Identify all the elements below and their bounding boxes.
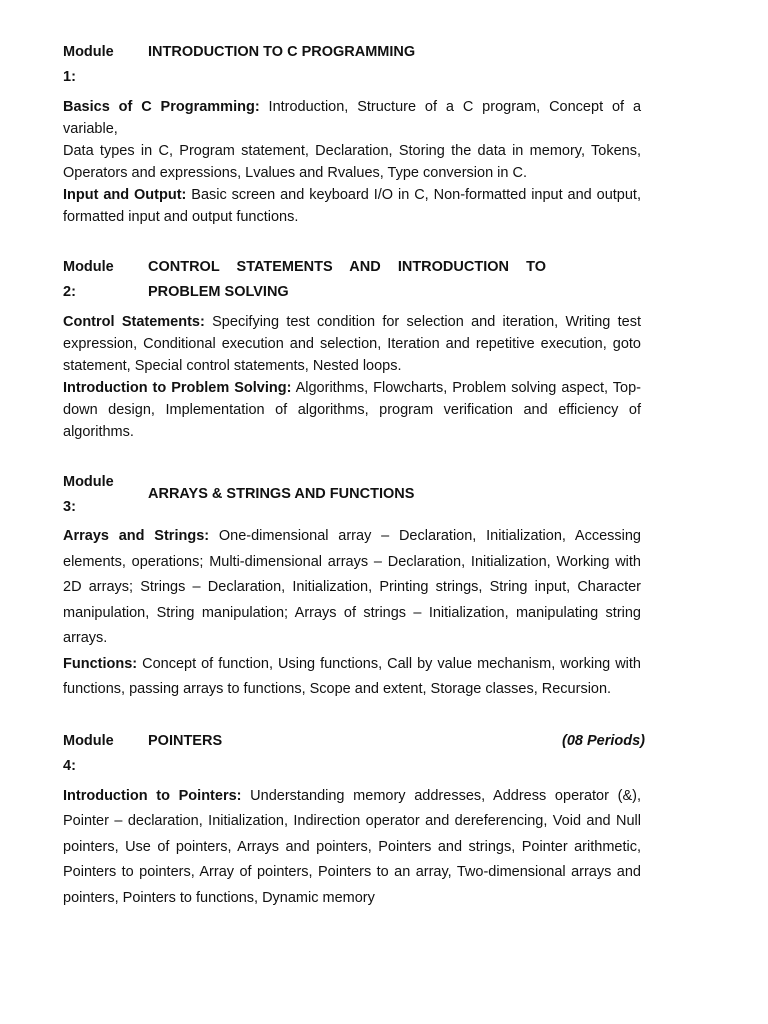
module-1-io: Input and Output: Basic screen and keyboard I/O in C, Non-formatted input and output, formatted input and output functions. [63, 187, 641, 225]
module-1-basics: Basics of C Programming: Introduction, Structure of a C program, Concept of a variable, [63, 99, 642, 137]
module-3-title: ARRAYS & STRINGS AND FUNCTIONS [148, 486, 415, 502]
module-4-pointers: Introduction to Pointers: Understanding memory addresses, Address operator (&), Pointer – declaration, Initialization, Indirection operator and dereferencing, Void and Null pointers, Use of pointers, Arrays and pointers, Pointers and strings, Pointer arithmetic, Pointers to pointers, Array of pointers, Pointers to an array, Two-dimensional arrays and pointers, Pointers to functions, Dynamic memory [63, 787, 641, 906]
module-2-problem-solving: Introduction to Problem Solving: Algorithms, Flowcharts, Problem solving aspect, Top-down design, Implementation of algorithms, program verification and efficiency of algorithms. [63, 380, 641, 440]
module-2-header [63, 255, 641, 305]
module-3-header [63, 470, 641, 520]
module-1-header [63, 40, 641, 90]
module-2-title: CONTROL STATEMENTS AND INTRODUCTION TO PROBLEM SOLVING [148, 259, 546, 300]
module-1-label: Module 1: [63, 44, 114, 85]
module-1-datatypes: Data types in C, Program statement, Declaration, Storing the data in memory, Tokens, Operators and expressions, Lvalues and Rvalues, Type conversion in C. [63, 143, 641, 181]
module-4-title: POINTERS (08 Periods) [148, 729, 641, 779]
module-4-header [63, 729, 645, 779]
module-3-functions: Functions: Concept of function, Using functions, Call by value mechanism, working with functions, passing arrays to functions, Scope and extent, Storage classes, Recursion. [63, 655, 641, 697]
module-2-control: Control Statements: Specifying test condition for selection and iteration, Writing test expression, Conditional execution and selection, Iteration and repetitive execution, goto statement, Special control statements, Nested loops. [63, 314, 641, 374]
module-1-title: INTRODUCTION TO C PROGRAMMING [148, 44, 416, 60]
module-2-label: Module 2: [63, 259, 114, 300]
syllabus-page [63, 40, 645, 911]
module-3-arrays: Arrays and Strings: One-dimensional array – Declaration, Initialization, Accessing elements, operations; Multi-dimensional arrays – Declaration, Initialization, Working with 2D arrays; Strings – Declaration, Initialization, Printing strings, String input, Character manipulation, String manipulation; Arrays of strings – Initialization, manipulating string arrays. [63, 528, 641, 646]
module-3-label: Module 3: [63, 474, 114, 515]
module-4-periods: (08 Periods) [562, 732, 645, 749]
module-4-label: Module 4: [63, 732, 114, 774]
